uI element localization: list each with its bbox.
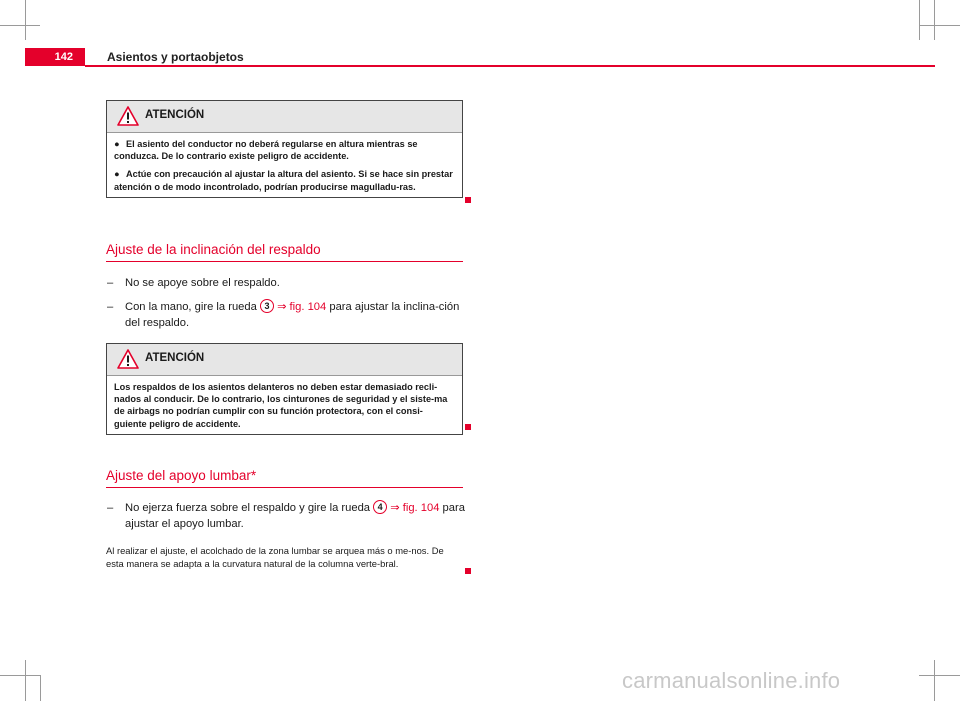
dash: – [107,301,114,313]
warning-title: ATENCIÓN [145,109,205,121]
crop-mark [0,675,40,676]
body-paragraph: Al realizar el ajuste, el acolchado de la zona lumbar se arquea más o me-nos. De esta manera se adapta a la curvatura natural de la columna verte-bral. [106,545,444,569]
step-text: No se apoye sobre el respaldo. [125,277,280,289]
end-mark-icon [465,424,471,430]
step-item [106,299,466,331]
page-title: Asientos y portaobjetos [107,50,244,64]
crop-mark [25,0,26,40]
section-title: Ajuste de la inclinación del respaldo [106,242,463,262]
dash: – [107,502,114,514]
warning-title: ATENCIÓN [145,352,205,364]
end-mark-icon [465,197,471,203]
dash: – [107,277,114,289]
crop-mark [934,0,935,40]
step-text [125,299,466,331]
crop-mark [0,25,40,26]
warning-item [114,168,454,192]
warning-body [107,133,462,197]
warning-box [106,343,463,435]
crop-mark [25,660,26,701]
figure-link[interactable]: ⇒ fig. 104 [277,301,327,313]
step-text-after: para ajustar el apoyo lumbar. [125,502,465,530]
warning-triangle-icon [117,349,139,369]
step-text [125,500,466,532]
header-rule [85,65,935,67]
wheel-number-badge: 4 [373,500,387,514]
crop-mark [919,675,960,676]
warning-text: Los respaldos de los asientos delanteros no deben estar demasiado recli-nados al conducir. De lo contrario, los cinturones de seguridad y el siste-ma de airbags no podrían cumplir con su función protectora, con el consi-guiente peligro de accidente. [114,382,448,429]
warning-triangle-icon [117,106,139,126]
step-text-before: No ejerza fuerza sobre el respaldo y gire la rueda [125,502,371,514]
step-text-before: Con la mano, gire la rueda [125,301,257,313]
warning-item [114,138,454,162]
bullet-icon: ● [114,139,120,149]
section-title: Ajuste del apoyo lumbar* [106,468,463,488]
step-item [106,500,466,532]
crop-mark [919,0,920,40]
crop-mark [40,675,41,701]
warning-header [107,344,462,376]
figure-link[interactable]: ⇒ fig. 104 [390,502,440,514]
warning-body [107,376,462,434]
end-mark-icon [465,568,471,574]
wheel-number-badge: 3 [260,299,274,313]
step-text-after: para ajustar la inclina-ción del respaldo. [125,301,460,329]
crop-mark [919,25,960,26]
warning-box [106,100,463,198]
bullet-icon: ● [114,169,120,180]
step-item [106,275,466,291]
warning-item-text: Actúe con precaución al ajustar la altura del asiento. Si se hace sin prestar atención o de modo incontrolado, podrían producirse magulladu-ras. [114,169,453,192]
watermark: carmanualsonline.info [622,668,841,693]
crop-mark [934,660,935,701]
page-number: 142 [25,48,85,66]
warning-header [107,101,462,133]
warning-item-text: El asiento del conductor no deberá regularse en altura mientras se conduzca. De lo contrario existe peligro de accidente. [114,139,418,162]
